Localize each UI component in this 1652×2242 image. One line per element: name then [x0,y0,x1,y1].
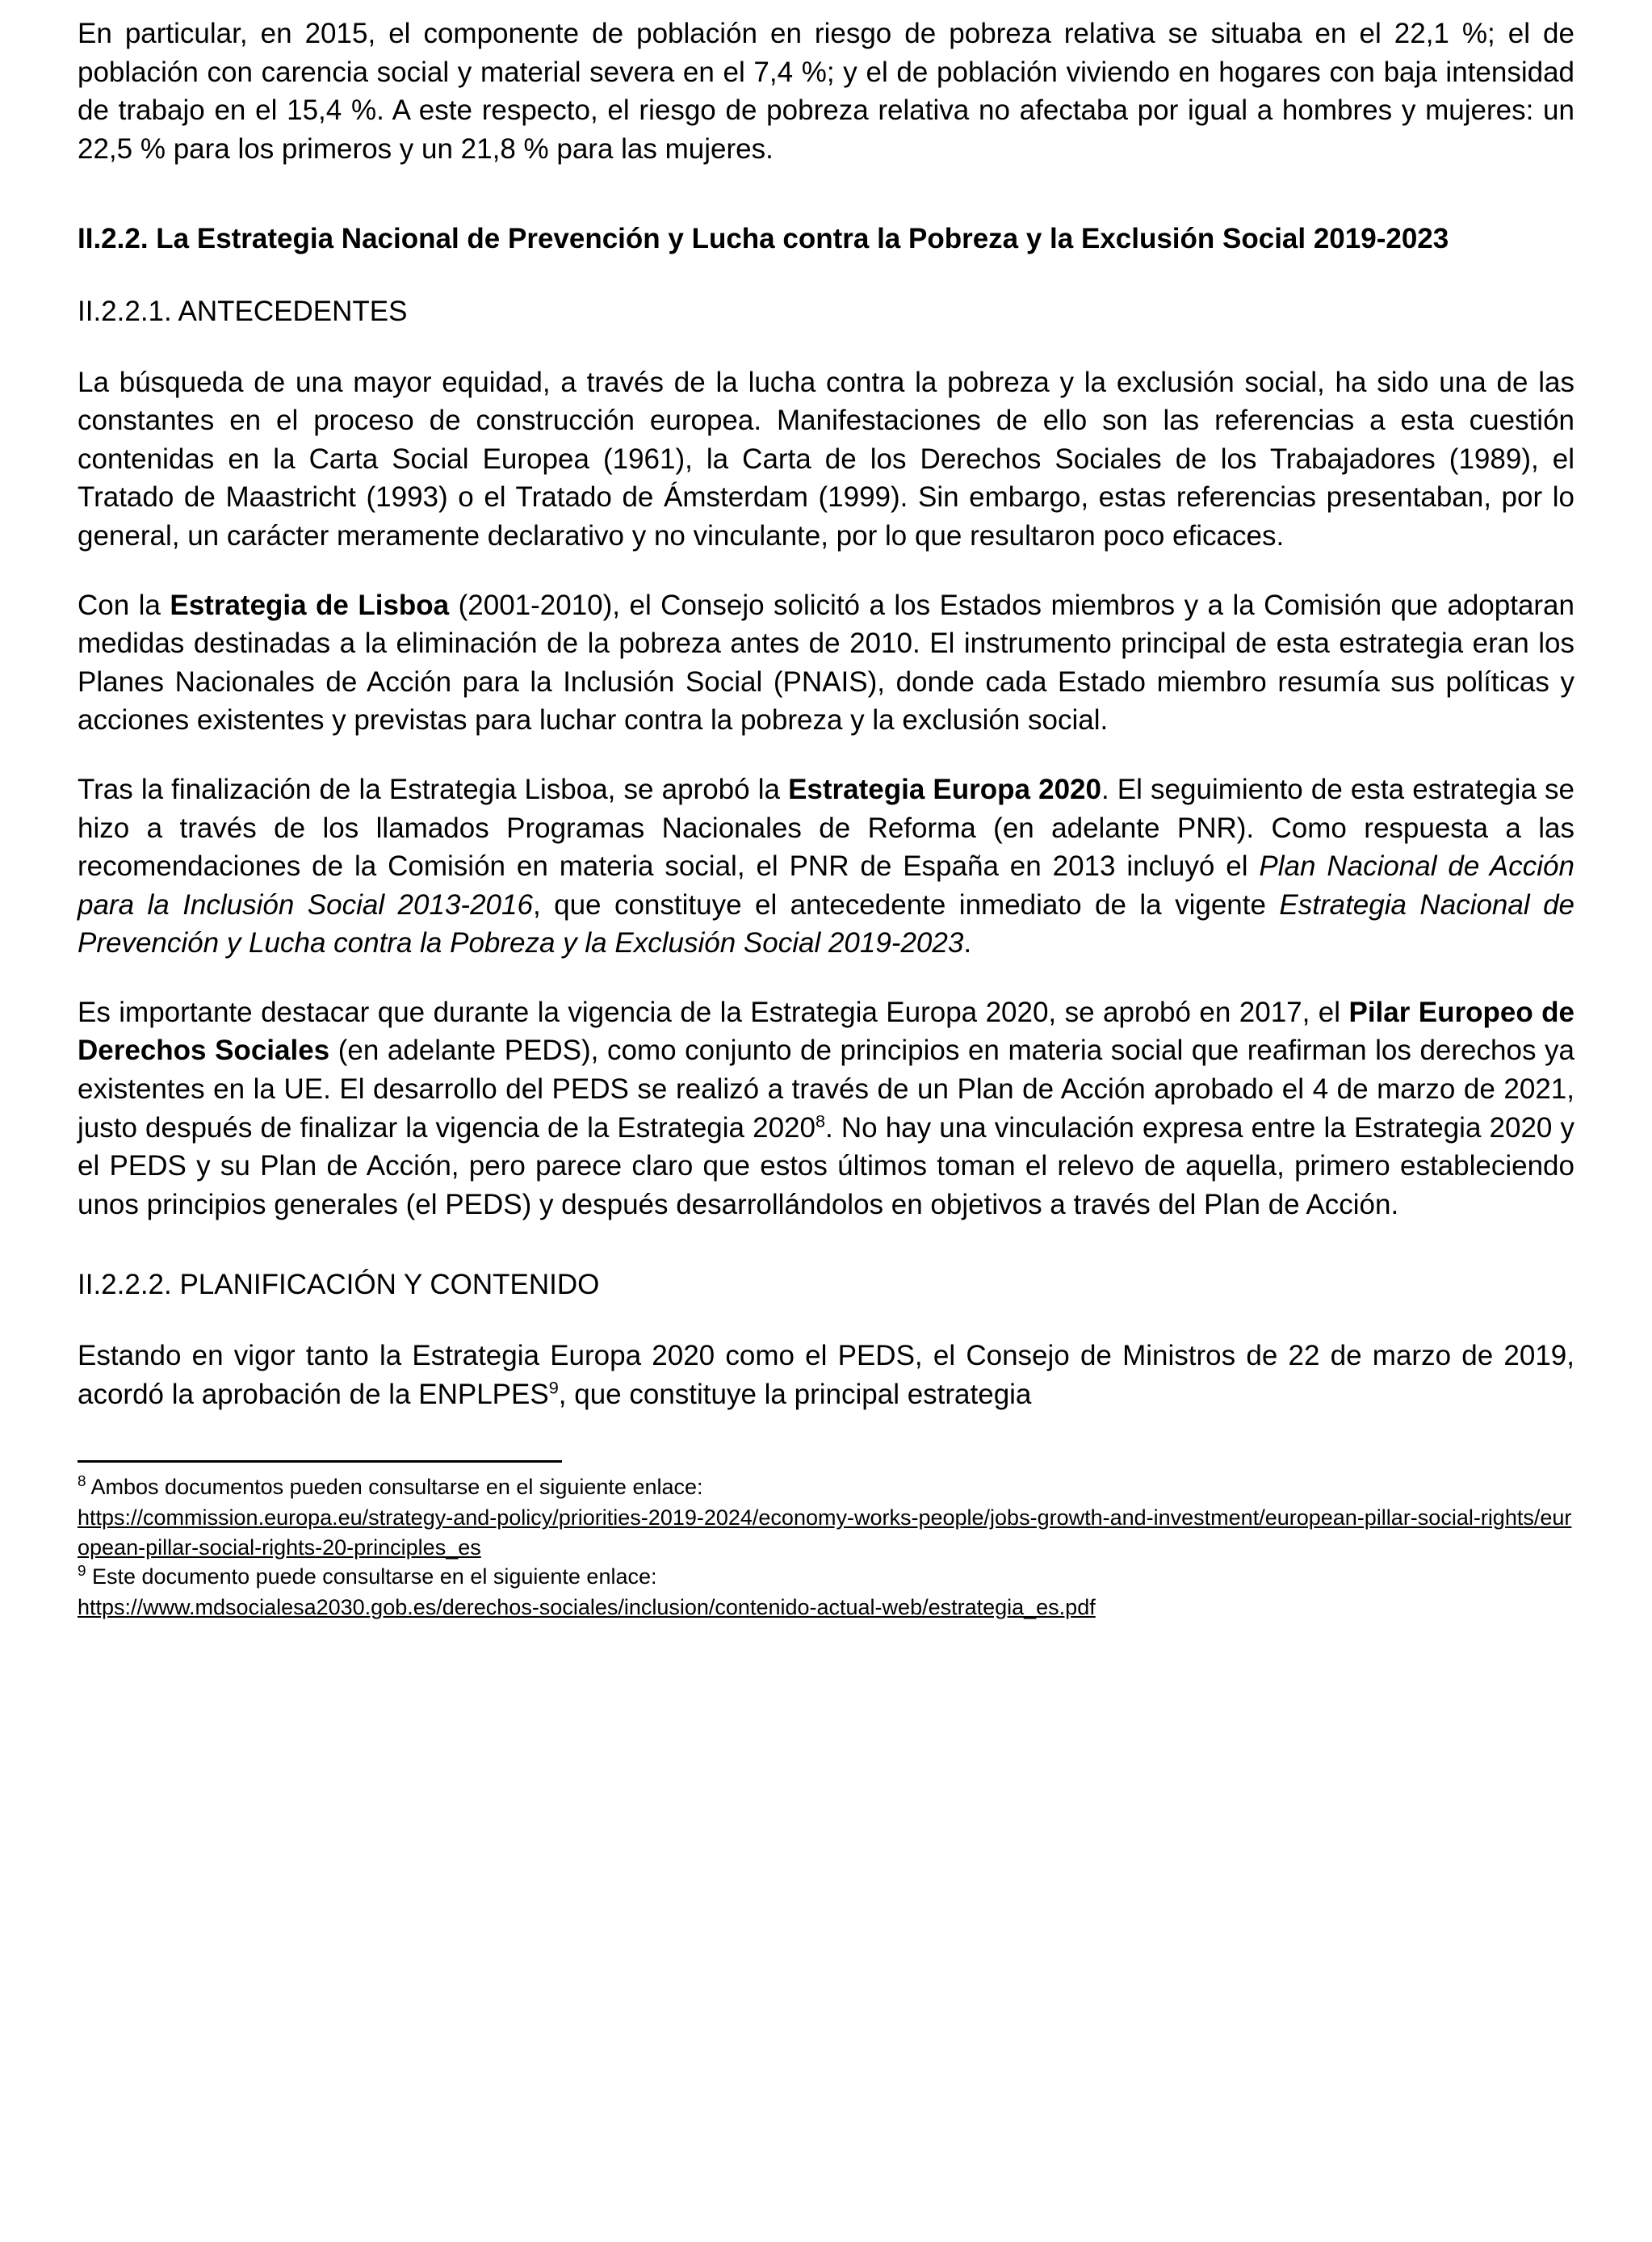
footnote-9-text: Este documento puede consultarse en el siguiente enlace: [86,1564,657,1589]
footnote-8-link[interactable]: https://commission.europa.eu/strategy-and-policy/priorities-2019-2024/economy-works-people/jobs-growth-and-investment/european-pillar-social-rights/european-pillar-social-rights-20-principles_es [78,1505,1572,1560]
text-run: (2001-2010), el Consejo solicitó a los Estados miembros y a la Comisión que adoptaran medidas destinadas a la eliminación de la pobreza antes de 2010. El instrumento principal de esta estrategia eran los Planes Nacionales de Acción para la Inclusión Social (PNAIS), donde cada Estado miembro resumía sus políticas y acciones existentes y previstas para luchar contra la pobreza y la exclusión social. [78,589,1574,737]
section-heading-ii-2-2: II.2.2. La Estrategia Nacional de Prevención y Lucha contra la Pobreza y la Exclusión Social 2019-2023 [78,223,1449,255]
footnote-separator-rule [78,1460,562,1463]
footnotes-area [78,1460,1574,1622]
italic-plan-nacional-accion: Plan Nacional de Acción para la Inclusión Social 2013-2016 [78,850,1574,921]
footnote-9 [78,1562,1574,1591]
paragraph-equidad-europea: La búsqueda de una mayor equidad, a través de la lucha contra la pobreza y la exclusión social, ha sido una de las constantes en el proceso de construcción europea. Manifestaciones de ello son las referencias a esta cuestión contenidas en la Carta Social Europea (1961), la Carta de los Derechos Sociales de los Trabajadores (1989), el Tratado de Maastricht (1993) o el Tratado de Ámsterdam (1999). Sin embargo, estas referencias presentaban, por lo general, un carácter meramente declarativo y no vinculante, por lo que resultaron poco eficaces. [78,366,1574,552]
text-run: Con la [78,589,170,621]
footnote-8-text: Ambos documentos pueden consultarse en el siguiente enlace: [86,1475,703,1500]
text-run: . [963,927,972,959]
footnote-ref-9[interactable]: 9 [548,1376,559,1397]
paragraph-pilar-europeo [78,993,1574,1224]
spacer [78,199,1574,220]
emphasis-estrategia-lisboa: Estrategia de Lisboa [170,589,450,621]
emphasis-estrategia-europa-2020: Estrategia Europa 2020 [788,773,1101,805]
paragraph-estrategia-lisboa [78,586,1574,740]
text-run: , que constituye la principal estrategia [558,1378,1032,1410]
spacer [78,1254,1574,1266]
footnote-8 [78,1472,1574,1501]
footnote-marker-8: 8 [78,1473,86,1491]
text-run: , que constituye el antecedente inmediato de la vigente [532,888,1280,921]
subsection-heading-antecedentes: II.2.2.1. ANTECEDENTES [78,295,408,327]
emphasis-pilar-europeo: Pilar Europeo de Derechos Sociales [78,996,1575,1067]
footnote-marker-9: 9 [78,1562,86,1580]
text-run: Es importante destacar que durante la vigencia de la Estrategia Europa 2020, se aprobó en 2017, el [78,996,1349,1028]
text-run: Estando en vigor tanto la Estrategia Europa 2020 como el PEDS, el Consejo de Ministros de 22 de marzo de 2019, acordó la aprobación de la ENPLPES [78,1340,1574,1410]
italic-estrategia-nacional: Estrategia Nacional de Prevención y Lucha contra la Pobreza y la Exclusión Social 2019-2023 [78,888,1574,959]
text-run: . El seguimiento de esta estrategia se hizo a través de los llamados Programas Nacionales de Reforma (en adelante PNR). Como respuesta a las recomendaciones de la Comisión en materia social, el PNR de España en 2013 incluyó el [78,773,1574,883]
footnote-9-link[interactable]: https://www.mdsocialesa2030.gob.es/derechos-sociales/inclusion/contenido-actual-web/estrategia_es.pdf [78,1594,1096,1619]
paragraph-poverty-stats: En particular, en 2015, el componente de población en riesgo de pobreza relativa se situaba en el 22,1 %; el de población con carencia social y material severa en el 7,4 %; y el de población viviendo en hogares con baja intensidad de trabajo en el 15,4 %. A este respecto, el riesgo de pobreza relativa no afectaba por igual a hombres y mujeres: un 22,5 % para los primeros y un 21,8 % para las mujeres. [78,18,1574,165]
paragraph-estrategia-europa-2020 [78,770,1574,963]
text-run: Tras la finalización de la Estrategia Lisboa, se aprobó la [78,773,789,805]
subsection-heading-planificacion: II.2.2.2. PLANIFICACIÓN Y CONTENIDO [78,1269,600,1301]
footnote-ref-8[interactable]: 8 [815,1111,826,1131]
text-run: (en adelante PEDS), como conjunto de principios en materia social que reafirman los derechos ya existentes en la UE. El desarrollo del PEDS se realizó a través de un Plan de Acción aprobado el 4 de marzo de 2021, justo después de finalizar la vigencia de la Estrategia 2020 [78,1035,1574,1144]
text-run: . No hay una vinculación expresa entre la Estrategia 2020 y el PEDS y su Plan de Acción, pero parece claro que estos últimos toman el relevo de aquella, primero estableciendo unos principios generales (el PEDS) y después desarrollándolos en objetivos a través del Plan de Acción. [78,1111,1574,1220]
paragraph-enplpes [78,1337,1574,1413]
